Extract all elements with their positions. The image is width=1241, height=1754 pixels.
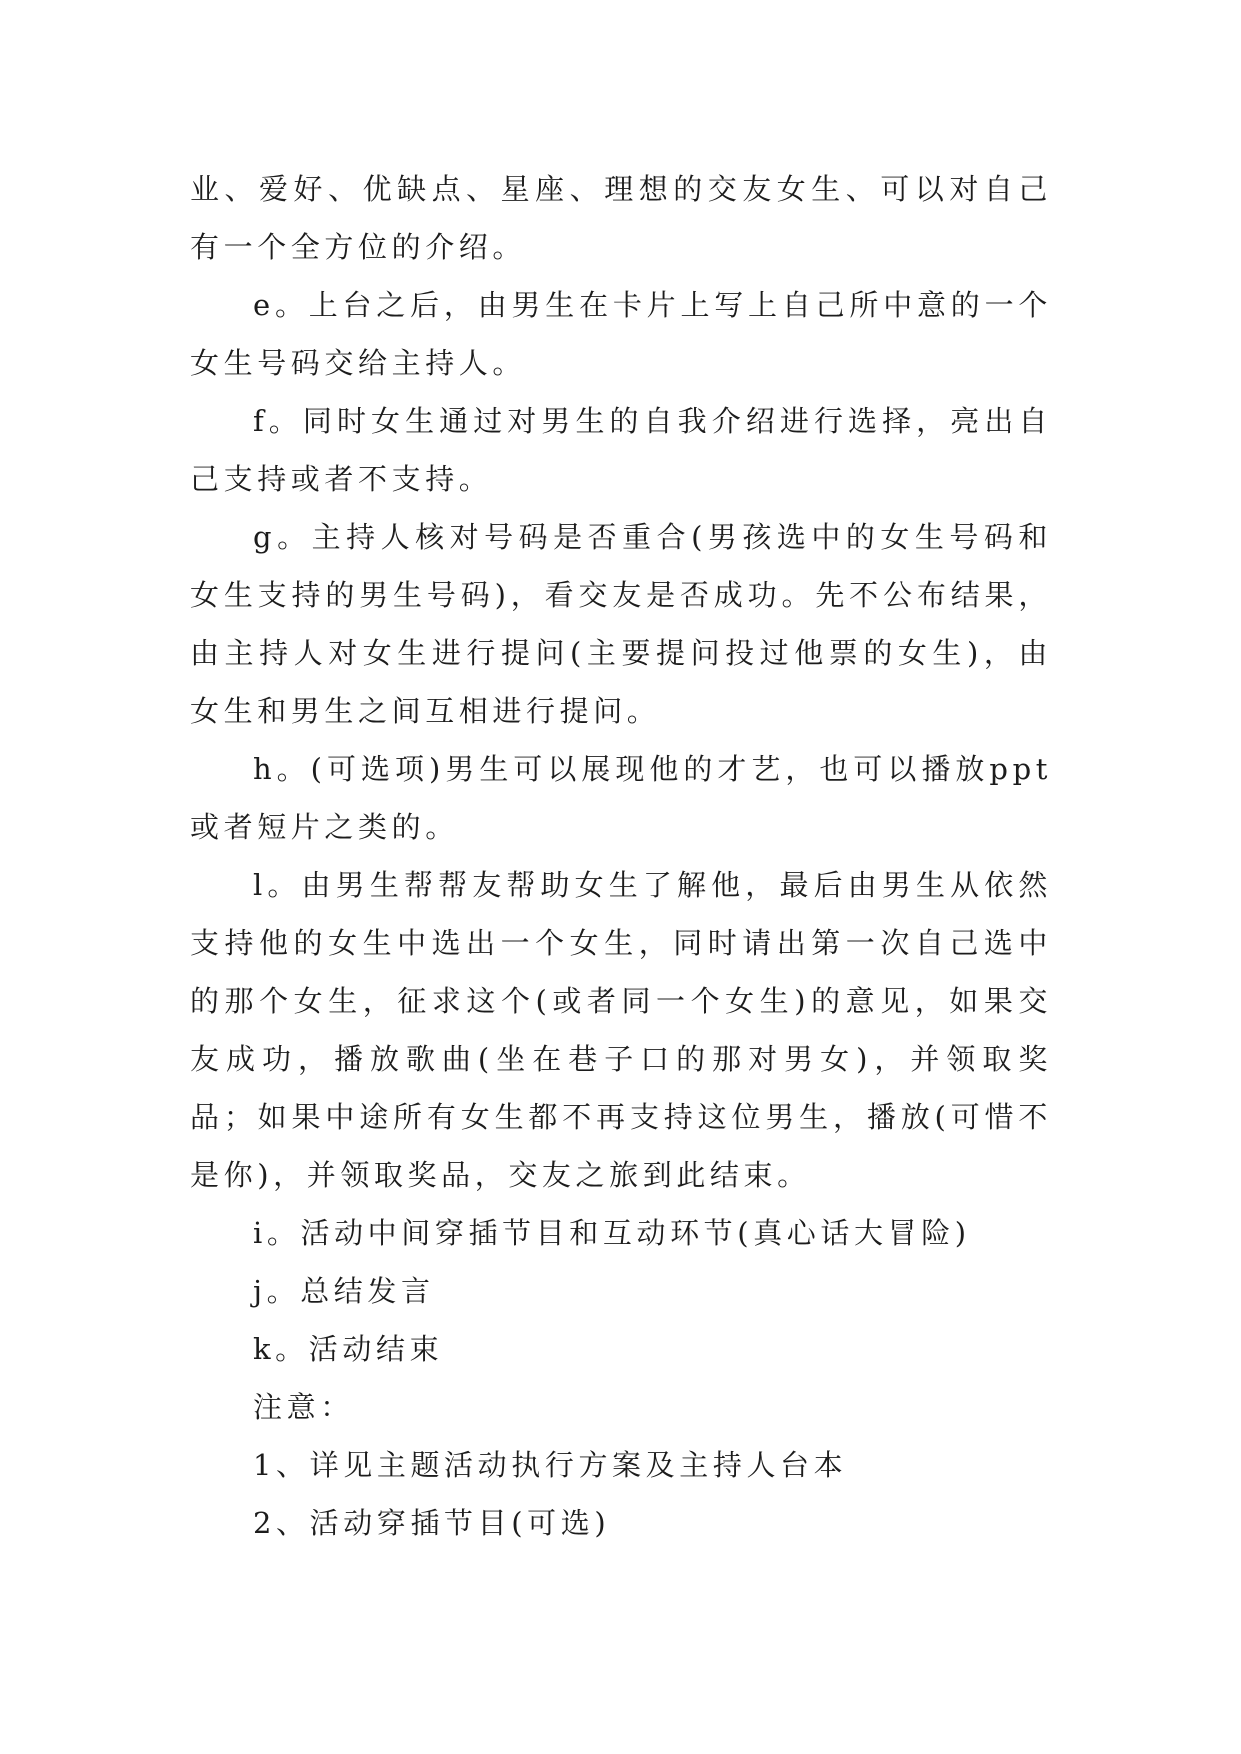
paragraph-step-i: i。活动中间穿插节目和互动环节(真心话大冒险) [253, 1216, 971, 1250]
paragraph-step-h: h。(可选项)男生可以展现他的才艺，也可以播放ppt或者短片之类的。 [190, 752, 1052, 844]
paragraph-step-j: j。总结发言 [253, 1274, 435, 1308]
paragraph-step-f: f。同时女生通过对男生的自我介绍进行选择，亮出自己支持或者不支持。 [190, 404, 1052, 496]
paragraph-step-e: e。上台之后，由男生在卡片上写上自己所中意的一个女生号码交给主持人。 [190, 288, 1052, 380]
paragraph-step-g: g。主持人核对号码是否重合(男孩选中的女生号码和女生支持的男生号码)，看交友是否成功。先不公布结果，由主持人对女生进行提问(主要提问投过他票的女生)，由女生和男生之间互相进行提问。 [190, 520, 1052, 728]
paragraph-step-k: k。活动结束 [253, 1332, 444, 1366]
note-item-2: 2、活动穿插节目(可选) [253, 1506, 611, 1540]
document-body [190, 160, 1052, 1552]
note-heading: 注意： [253, 1390, 354, 1424]
note-item-1: 1、详见主题活动执行方案及主持人台本 [253, 1448, 848, 1482]
paragraph-step-l: l。由男生帮帮友帮助女生了解他，最后由男生从依然支持他的女生中选出一个女生，同时请出第一次自己选中的那个女生，征求这个(或者同一个女生)的意见，如果交友成功，播放歌曲(坐在巷子口的那对男女)，并领取奖品；如果中途所有女生都不再支持这位男生，播放(可惜不是你)，并领取奖品，交友之旅到此结束。 [190, 868, 1052, 1192]
paragraph-intro-continuation: 业、爱好、优缺点、星座、理想的交友女生、可以对自己有一个全方位的介绍。 [190, 172, 1052, 264]
